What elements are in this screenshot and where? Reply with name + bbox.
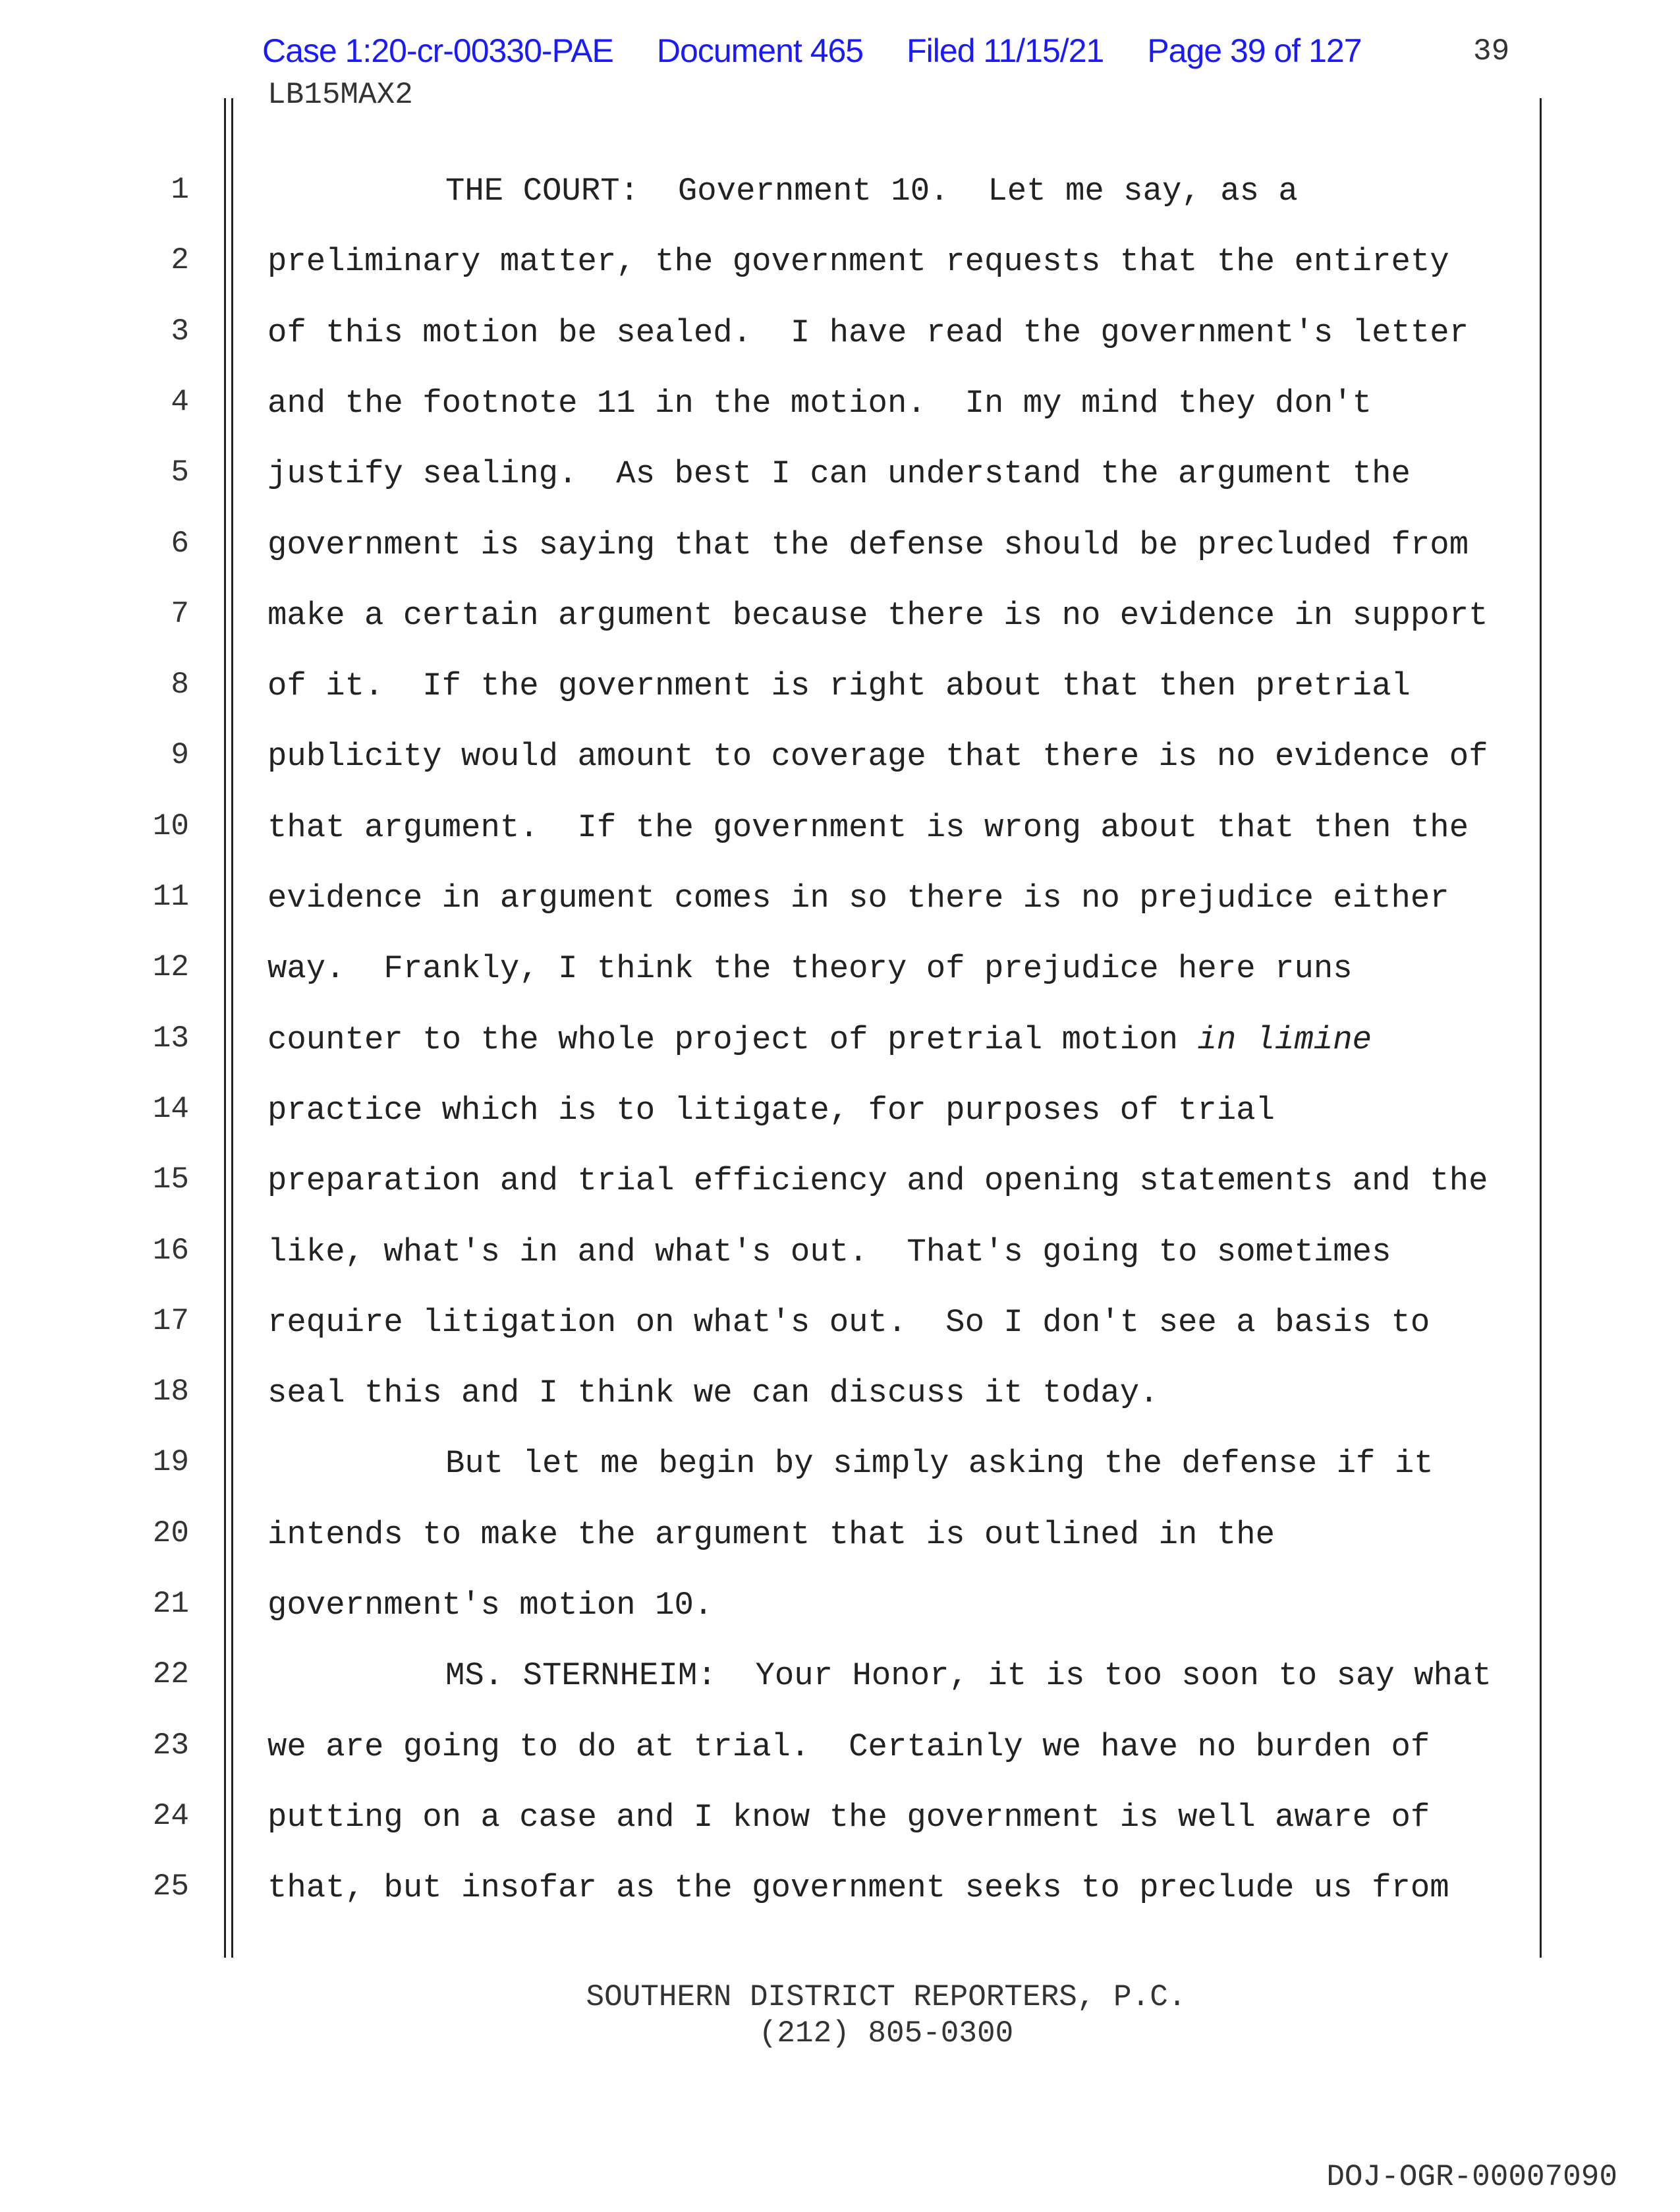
line-number: 1: [171, 173, 189, 207]
line-text: [267, 1375, 1159, 1411]
line-number: 16: [152, 1233, 189, 1268]
transcript-line: [0, 1657, 1680, 1697]
line-number: 7: [171, 596, 189, 631]
transcript-line: [0, 667, 1680, 707]
line-text: [267, 243, 1449, 280]
line-text: [267, 880, 1449, 917]
line-number: 13: [152, 1021, 189, 1056]
text-segment: that argument. If the government is wrong about that then the: [267, 808, 1469, 846]
text-segment: government is saying that the defense should be precluded from: [267, 526, 1469, 563]
line-number: 25: [152, 1869, 189, 1904]
transcript-line: [0, 1162, 1680, 1202]
text-segment: of this motion be sealed. I have read the government's letter: [267, 314, 1469, 351]
line-number: 11: [152, 880, 189, 914]
reporter-name: SOUTHERN DISTRICT REPORTERS, P.C.: [586, 1980, 1187, 2014]
case-number: Case 1:20-cr-00330-PAE: [262, 32, 613, 69]
line-number: 21: [152, 1587, 189, 1621]
line-number: 15: [152, 1162, 189, 1197]
text-segment: MS. STERNHEIM: Your Honor, it is too soon to say what: [445, 1657, 1492, 1695]
line-number: 8: [171, 667, 189, 702]
transcript-line: [0, 1021, 1680, 1061]
transcript-line: [0, 1728, 1680, 1768]
text-segment: seal this and I think we can discuss it today.: [267, 1375, 1159, 1412]
line-number: 14: [152, 1091, 189, 1126]
line-number: 5: [171, 455, 189, 490]
line-number: 17: [152, 1303, 189, 1338]
text-segment: counter to the whole project of pretrial motion: [267, 1021, 1198, 1058]
text-segment: putting on a case and I know the government is well aware of: [267, 1798, 1430, 1836]
transcript-line: [0, 1869, 1680, 1909]
line-number: 3: [171, 314, 189, 349]
line-number: 24: [152, 1798, 189, 1833]
reporter-phone: (212) 805-0300: [758, 2016, 1014, 2051]
text-segment: evidence in argument comes in so there is no prejudice either: [267, 880, 1449, 917]
transcript-code: LB15MAX2: [267, 78, 413, 112]
text-segment: preparation and trial efficiency and opening statements and the: [267, 1162, 1488, 1200]
text-segment: publicity would amount to coverage that there is no evidence of: [267, 738, 1488, 776]
transcript-line: [0, 597, 1680, 637]
line-text: [267, 809, 1469, 846]
line-number: 22: [152, 1657, 189, 1692]
line-number: 9: [171, 738, 189, 773]
filing-stamp: [262, 32, 1405, 70]
line-text: [267, 1445, 1434, 1482]
text-segment: and the footnote 11 in the motion. In my mind they don't: [267, 384, 1372, 422]
line-text: [267, 950, 1353, 987]
transcript-line: [0, 173, 1680, 212]
text-segment: preliminary matter, the government requests that the entirety: [267, 243, 1449, 281]
text-segment: way. Frankly, I think the theory of prejudice here runs: [267, 950, 1353, 988]
line-text: [267, 1516, 1275, 1553]
line-number: 18: [152, 1375, 189, 1409]
line-text: [267, 455, 1411, 492]
line-number: 2: [171, 243, 189, 278]
transcript-page-number: 39: [1473, 34, 1510, 69]
line-text: [267, 1092, 1275, 1129]
line-number: 23: [152, 1728, 189, 1763]
transcript-line: [0, 1516, 1680, 1556]
line-text: [267, 526, 1469, 563]
line-number: 6: [171, 526, 189, 561]
line-text: [267, 1799, 1430, 1836]
text-segment: government's motion 10.: [267, 1587, 714, 1624]
line-text: [267, 667, 1411, 704]
transcript-line: [0, 1092, 1680, 1131]
line-text: [267, 385, 1372, 422]
text-segment: of it. If the government is right about that then pretrial: [267, 667, 1411, 705]
line-text: [267, 1587, 713, 1624]
transcript-line: [0, 880, 1680, 919]
text-segment: require litigation on what's out. So I don't see a basis to: [267, 1303, 1430, 1341]
line-text: [267, 1021, 1372, 1058]
line-text: [267, 1869, 1449, 1906]
line-text: [267, 314, 1469, 351]
text-segment: like, what's in and what's out. That's going to sometimes: [267, 1233, 1391, 1270]
line-number: 20: [152, 1516, 189, 1550]
line-text: [267, 1162, 1488, 1199]
line-text: [267, 1304, 1430, 1341]
line-text: [267, 1234, 1391, 1270]
transcript-line: [0, 243, 1680, 283]
transcript-line: [0, 1304, 1680, 1344]
line-text: [267, 738, 1488, 775]
transcript-line: [0, 526, 1680, 566]
text-segment: practice which is to litigate, for purposes of trial: [267, 1091, 1275, 1129]
line-number: 10: [152, 808, 189, 843]
transcript-line: [0, 385, 1680, 424]
document-number: Document 465: [656, 32, 864, 69]
text-segment: justify sealing. As best I can understand the argument the: [267, 455, 1411, 493]
transcript-line: [0, 809, 1680, 849]
filed-date: Filed 11/15/21: [907, 32, 1104, 69]
text-segment: THE COURT: Government 10. Let me say, as a: [445, 173, 1298, 210]
text-segment: But let me begin by simply asking the defense if it: [445, 1445, 1434, 1483]
italic-text: in limine: [1197, 1021, 1372, 1058]
transcript-line: [0, 1445, 1680, 1485]
transcript-line: [0, 1587, 1680, 1626]
line-text: [267, 1728, 1430, 1765]
bates-number: DOJ-OGR-00007090: [1326, 2160, 1617, 2194]
line-text: [267, 1657, 1492, 1694]
transcript-line: [0, 738, 1680, 778]
line-number: 12: [152, 950, 189, 985]
text-segment: make a certain argument because there is no evidence in support: [267, 596, 1488, 634]
line-text: [267, 597, 1488, 634]
transcript-line: [0, 1799, 1680, 1838]
transcript-line: [0, 950, 1680, 990]
line-text: [267, 173, 1298, 210]
text-segment: that, but insofar as the government seeks to preclude us from: [267, 1869, 1449, 1907]
transcript-line: [0, 455, 1680, 495]
transcript-line: [0, 314, 1680, 354]
line-number: 19: [152, 1445, 189, 1480]
text-segment: intends to make the argument that is outlined in the: [267, 1516, 1275, 1553]
line-number: 4: [171, 384, 189, 419]
transcript-line: [0, 1375, 1680, 1414]
text-segment: we are going to do at trial. Certainly we have no burden of: [267, 1728, 1430, 1765]
page-of-total: Page 39 of 127: [1147, 32, 1362, 69]
transcript-line: [0, 1234, 1680, 1273]
